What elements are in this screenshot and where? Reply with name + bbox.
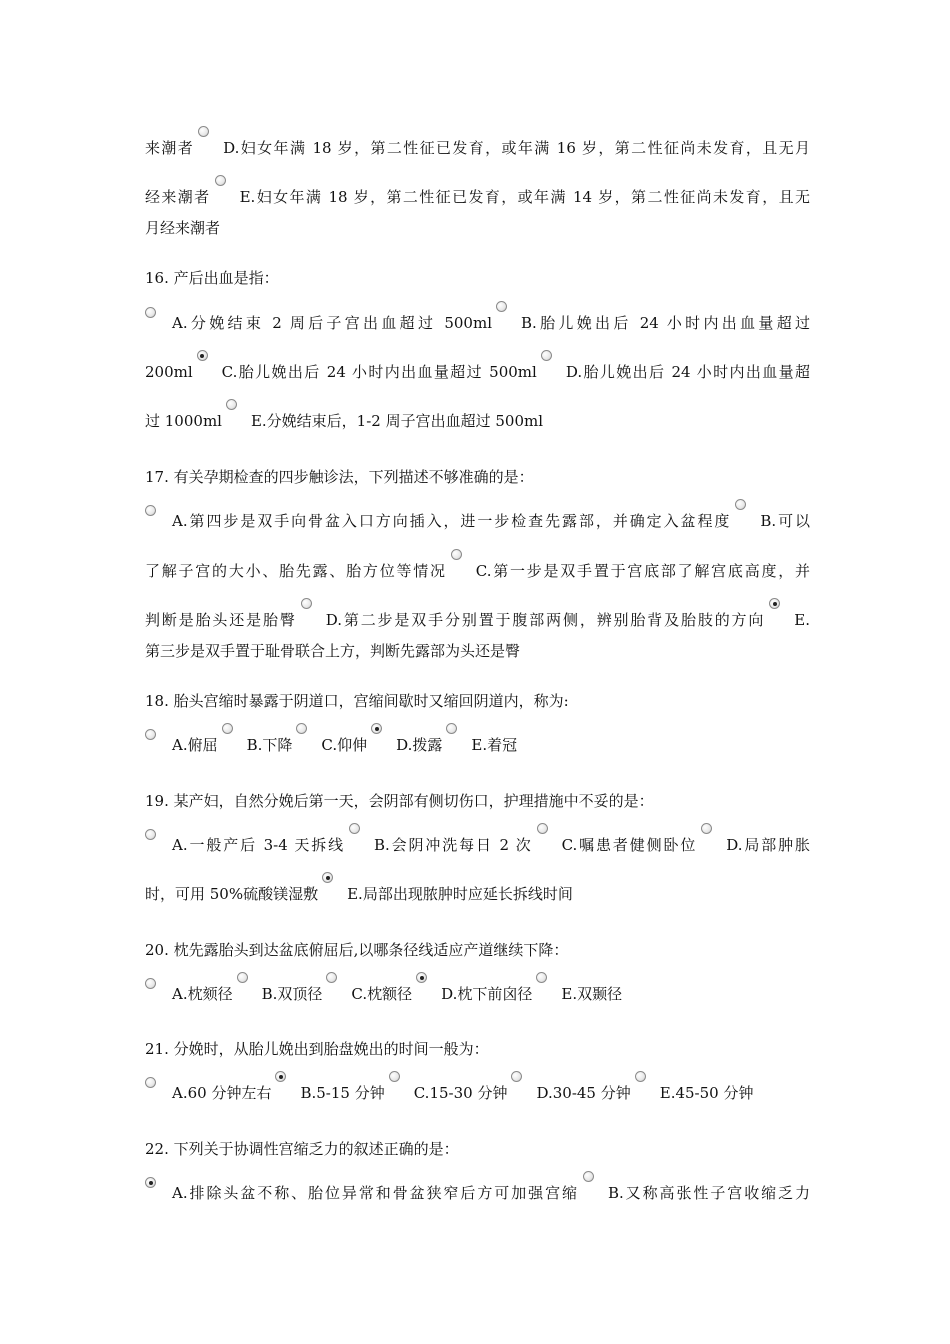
q22-option-a: A.排除头盆不称、胎位异常和骨盆狭窄后方可加强宫缩 [172,1184,579,1202]
q18-radio-b[interactable] [222,723,233,734]
q17-radio-d[interactable] [301,598,312,609]
q15-option-d: D.妇女年满 18 岁，第二性征已发育，或年满 16 岁，第二性征尚未发育，且无月 [223,139,810,157]
q18-title: 18. 胎头宫缩时暴露于阴道口，宫缩间歇时又缩回阴道内，称为: [145,692,569,710]
q20-radio-e[interactable] [536,972,547,983]
q20-title: 20. 枕先露胎头到达盆底俯屈后,以哪条径线适应产道继续下降： [145,941,569,959]
q19-line-1 [145,835,810,855]
q16-radio-c[interactable] [197,350,208,361]
q19-option-d-cont: 时，可用 50%硫酸镁湿敷 [145,885,319,903]
q21-option-e: E.45-50 分钟 [659,1084,754,1102]
q21-radio-b[interactable] [275,1071,286,1082]
q16-radio-b[interactable] [496,301,507,312]
q17-radio-b[interactable] [735,499,746,510]
q21-radio-e[interactable] [635,1071,646,1082]
q18-radio-c[interactable] [296,723,307,734]
q20-option-a: A.枕颏径 [172,985,233,1003]
q20-radio-c[interactable] [326,972,337,983]
q15-line-3 [145,218,810,238]
q22-title: 22. 下列关于协调性宫缩乏力的叙述正确的是： [145,1140,459,1158]
q19-radio-c[interactable] [537,823,548,834]
q15-line-1 [145,138,810,158]
q21-option-b: B.5-15 分钟 [300,1084,385,1102]
q16-option-b-cont: 200ml [145,363,193,381]
q17-radio-a[interactable] [145,505,156,516]
q16-option-c: C.胎儿娩出后 24 小时内出血量超过 500ml [221,363,537,381]
q22-radio-a[interactable] [145,1177,156,1188]
q21-radio-a[interactable] [145,1077,156,1088]
q18-radio-e[interactable] [446,723,457,734]
q20-radio-b[interactable] [237,972,248,983]
q16-option-a: A.分娩结束 2 周后子宫出血超过 500ml [172,314,492,332]
q19-radio-a[interactable] [145,829,156,840]
q17-line-1 [145,511,810,531]
q18-option-a: A.俯屈 [172,736,218,754]
q15-text: 来潮者 [145,139,195,157]
q18-option-e: E.着冠 [471,736,518,754]
q19-option-c: C.嘱患者健侧卧位 [561,836,698,854]
q17-option-e-cont: 第三步是双手置于耻骨联合上方，判断先露部为头还是臀 [145,642,521,660]
q21-options [145,1083,810,1103]
q20-option-c: C.枕额径 [351,985,413,1003]
q20-radio-d[interactable] [416,972,427,983]
q20-radio-a[interactable] [145,978,156,989]
q21-radio-c[interactable] [389,1071,400,1082]
q17-option-e: E. [794,611,810,629]
q17-option-b: B.可以 [760,512,810,530]
q19-option-d: D.局部肿胀 [726,836,811,854]
q15-line-2 [145,187,810,207]
q17-title: 17. 有关孕期检查的四步触诊法，下列描述不够准确的是： [145,468,534,486]
q19-option-e: E.局部出现脓肿时应延长拆线时间 [347,885,573,903]
q16-option-d: D.胎儿娩出后 24 小时内出血量超 [565,363,810,381]
q21-title: 21. 分娩时，从胎儿娩出到胎盘娩出的时间一般为： [145,1040,489,1058]
q19-radio-b[interactable] [349,823,360,834]
q21-option-c: C.15-30 分钟 [413,1084,508,1102]
q17-radio-c[interactable] [451,549,462,560]
q17-radio-e[interactable] [769,598,780,609]
q21-option-d: D.30-45 分钟 [536,1084,631,1102]
q20-option-e: E.双颞径 [561,985,623,1003]
q18-option-b: B.下降 [246,736,293,754]
q16-line-1 [145,313,810,333]
q18-radio-d[interactable] [371,723,382,734]
q15-option-e: E.妇女年满 18 岁，第二性征已发育，或年满 14 岁，第二性征尚未发育，且无 [239,188,810,206]
q16-radio-e[interactable] [226,399,237,410]
q18-options [145,735,810,755]
q16-line-3 [145,411,810,431]
q19-option-a: A.一般产后 3-4 天拆线 [172,836,345,854]
q16-line-2 [145,362,810,382]
q18-radio-a[interactable] [145,729,156,740]
q19-line-2 [145,884,810,904]
q17-line-4 [145,641,810,661]
q22-line-1 [145,1183,810,1203]
q20-options [145,984,810,1004]
q15-text: 月经来潮者 [145,219,221,237]
q22-radio-b[interactable] [583,1171,594,1182]
q16-radio-a[interactable] [145,307,156,318]
q18-option-d: D.拨露 [396,736,443,754]
q17-line-3 [145,610,810,630]
q17-option-c: C.第一步是双手置于宫底部了解宫底高度，并 [475,562,810,580]
q15-radio-e[interactable] [215,175,226,186]
q17-option-b-cont: 了解子宫的大小、胎先露、胎方位等情况 [145,562,447,580]
q19-radio-d[interactable] [701,823,712,834]
q15-radio-d[interactable] [198,126,209,137]
q19-option-b: B.会阴冲洗每日 2 次 [374,836,533,854]
q17-option-a: A.第四步是双手向骨盆入口方向插入，进一步检查先露部，并确定入盆程度 [172,512,732,530]
q20-option-b: B.双顶径 [261,985,323,1003]
q17-option-c-cont: 判断是胎头还是胎臀 [145,611,297,629]
q16-option-d-cont: 过 1000ml [145,412,222,430]
q17-option-d: D.第二步是双手分别置于腹部两侧，辨别胎背及胎肢的方向 [325,611,766,629]
q21-option-a: A.60 分钟左右 [172,1084,272,1102]
q19-radio-e[interactable] [322,872,333,883]
q16-option-b: B.胎儿娩出后 24 小时内出血量超过 [521,314,810,332]
q19-title: 19. 某产妇，自然分娩后第一天，会阴部有侧切伤口，护理措施中不妥的是： [145,792,654,810]
q16-title: 16. 产后出血是指： [145,269,279,287]
q16-option-e: E.分娩结束后，1-2 周子宫出血超过 500ml [250,412,544,430]
q18-option-c: C.仰伸 [321,736,368,754]
q16-radio-d[interactable] [541,350,552,361]
q22-option-b: B.又称高张性子宫收缩乏力 [607,1184,810,1202]
q17-line-2 [145,561,810,581]
q15-text: 经来潮者 [145,188,211,206]
q20-option-d: D.枕下前囟径 [441,985,533,1003]
q21-radio-d[interactable] [511,1071,522,1082]
